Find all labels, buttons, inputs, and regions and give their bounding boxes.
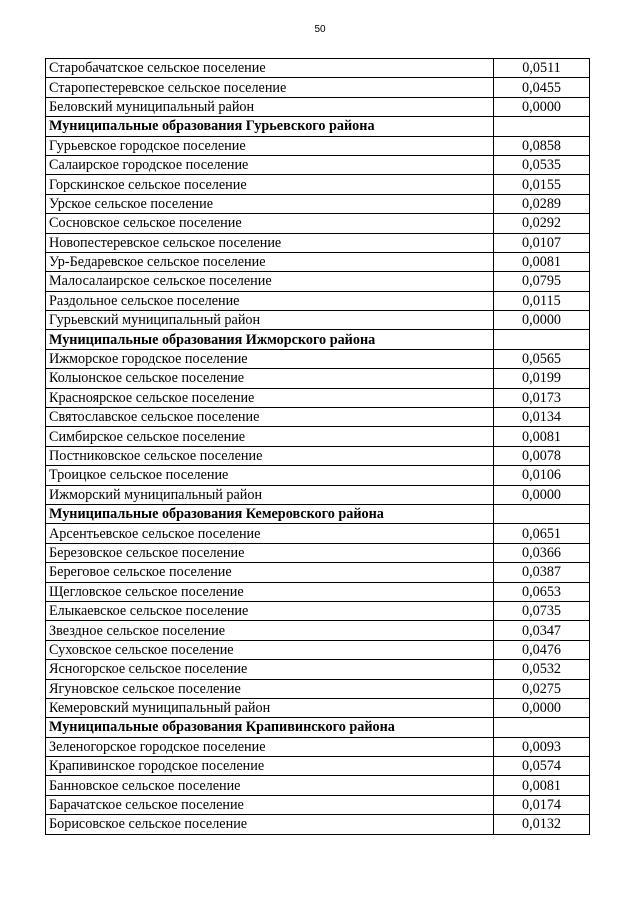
table-row — [46, 388, 590, 407]
municipality-name: Ижморский муниципальный район — [46, 485, 494, 504]
coefficient-value: 0,0174 — [494, 795, 590, 814]
municipality-name: Троицкое сельское поселение — [46, 466, 494, 485]
coefficient-value: 0,0535 — [494, 155, 590, 174]
municipality-name: Урское сельское поселение — [46, 194, 494, 213]
municipality-name: Гурьевский муниципальный район — [46, 311, 494, 330]
table-row — [46, 815, 590, 834]
section-heading: Муниципальные образования Крапивинского района — [46, 718, 494, 737]
municipality-name: Береговое сельское поселение — [46, 563, 494, 582]
municipality-name: Сосновское сельское поселение — [46, 214, 494, 233]
coefficient-value: 0,0106 — [494, 466, 590, 485]
table-row — [46, 543, 590, 562]
coefficient-value: 0,0735 — [494, 601, 590, 620]
coefficient-value: 0,0366 — [494, 543, 590, 562]
table-row — [46, 795, 590, 814]
empty-value-cell — [494, 117, 590, 136]
table-row — [46, 660, 590, 679]
table-row — [46, 272, 590, 291]
coefficient-value: 0,0275 — [494, 679, 590, 698]
table-row — [46, 737, 590, 756]
municipality-name: Раздольное сельское поселение — [46, 291, 494, 310]
coefficient-value: 0,0476 — [494, 640, 590, 659]
table-row — [46, 175, 590, 194]
table-row — [46, 776, 590, 795]
coefficient-value: 0,0199 — [494, 369, 590, 388]
table-row — [46, 194, 590, 213]
coefficient-value: 0,0155 — [494, 175, 590, 194]
empty-value-cell — [494, 718, 590, 737]
coefficient-value: 0,0081 — [494, 776, 590, 795]
table-row — [46, 369, 590, 388]
coefficient-value: 0,0653 — [494, 582, 590, 601]
coefficient-value: 0,0574 — [494, 757, 590, 776]
table-row — [46, 563, 590, 582]
coefficient-value: 0,0078 — [494, 446, 590, 465]
table-row — [46, 349, 590, 368]
table-row — [46, 640, 590, 659]
table-row — [46, 155, 590, 174]
municipality-name: Ур-Бедаревское сельское поселение — [46, 252, 494, 271]
coefficient-value: 0,0532 — [494, 660, 590, 679]
coefficient-value: 0,0107 — [494, 233, 590, 252]
table-row — [46, 427, 590, 446]
table-row — [46, 757, 590, 776]
table-row — [46, 136, 590, 155]
coefficient-value: 0,0651 — [494, 524, 590, 543]
table-row — [46, 59, 590, 78]
table-row — [46, 679, 590, 698]
table-row — [46, 408, 590, 427]
coefficient-value: 0,0134 — [494, 408, 590, 427]
municipality-name: Ягуновское сельское поселение — [46, 679, 494, 698]
municipality-name: Суховское сельское поселение — [46, 640, 494, 659]
municipality-name: Малосалаирское сельское поселение — [46, 272, 494, 291]
table-row — [46, 524, 590, 543]
table-row — [46, 466, 590, 485]
table-row — [46, 582, 590, 601]
table-row — [46, 698, 590, 717]
municipality-name: Березовское сельское поселение — [46, 543, 494, 562]
municipality-name: Гурьевское городское поселение — [46, 136, 494, 155]
section-heading: Муниципальные образования Ижморского района — [46, 330, 494, 349]
coefficient-value: 0,0000 — [494, 485, 590, 504]
coefficient-value: 0,0347 — [494, 621, 590, 640]
table-row — [46, 291, 590, 310]
coefficient-value: 0,0511 — [494, 59, 590, 78]
municipality-name: Звездное сельское поселение — [46, 621, 494, 640]
municipality-name: Барачатское сельское поселение — [46, 795, 494, 814]
municipality-name: Беловский муниципальный район — [46, 97, 494, 116]
data-table — [45, 58, 590, 835]
municipality-name: Горскинское сельское поселение — [46, 175, 494, 194]
section-heading-row — [46, 504, 590, 523]
municipality-name: Постниковское сельское поселение — [46, 446, 494, 465]
section-heading-row — [46, 718, 590, 737]
coefficient-value: 0,0081 — [494, 252, 590, 271]
coefficient-value: 0,0132 — [494, 815, 590, 834]
municipality-name: Колыонское сельское поселение — [46, 369, 494, 388]
table-row — [46, 446, 590, 465]
municipality-name: Симбирское сельское поселение — [46, 427, 494, 446]
municipality-name: Борисовское сельское поселение — [46, 815, 494, 834]
municipality-name: Ижморское городское поселение — [46, 349, 494, 368]
page-number: 50 — [314, 24, 326, 35]
coefficient-value: 0,0292 — [494, 214, 590, 233]
coefficient-value: 0,0858 — [494, 136, 590, 155]
section-heading-row — [46, 330, 590, 349]
coefficient-value: 0,0081 — [494, 427, 590, 446]
municipality-name: Щегловское сельское поселение — [46, 582, 494, 601]
section-heading: Муниципальные образования Гурьевского района — [46, 117, 494, 136]
table-row — [46, 485, 590, 504]
table-row — [46, 97, 590, 116]
table-row — [46, 252, 590, 271]
coefficient-value: 0,0173 — [494, 388, 590, 407]
municipality-name: Зеленогорское городское поселение — [46, 737, 494, 756]
municipality-name: Крапивинское городское поселение — [46, 757, 494, 776]
municipality-name: Банновское сельское поселение — [46, 776, 494, 795]
municipality-name: Святославское сельское поселение — [46, 408, 494, 427]
municipality-name: Кемеровский муниципальный район — [46, 698, 494, 717]
coefficient-value: 0,0565 — [494, 349, 590, 368]
coefficient-value: 0,0387 — [494, 563, 590, 582]
municipality-name: Ясногорское сельское поселение — [46, 660, 494, 679]
table-row — [46, 601, 590, 620]
table-row — [46, 621, 590, 640]
empty-value-cell — [494, 330, 590, 349]
coefficient-value: 0,0795 — [494, 272, 590, 291]
coefficient-value: 0,0289 — [494, 194, 590, 213]
coefficient-value: 0,0455 — [494, 78, 590, 97]
section-heading: Муниципальные образования Кемеровского района — [46, 504, 494, 523]
section-heading-row — [46, 117, 590, 136]
coefficient-value: 0,0115 — [494, 291, 590, 310]
table-row — [46, 78, 590, 97]
municipality-name: Старопестеревское сельское поселение — [46, 78, 494, 97]
municipality-name: Красноярское сельское поселение — [46, 388, 494, 407]
table-row — [46, 311, 590, 330]
municipality-name: Салаирское городское поселение — [46, 155, 494, 174]
empty-value-cell — [494, 504, 590, 523]
municipality-name: Елыкаевское сельское поселение — [46, 601, 494, 620]
table-row — [46, 214, 590, 233]
coefficient-value: 0,0000 — [494, 97, 590, 116]
coefficient-value: 0,0000 — [494, 311, 590, 330]
municipality-name: Старобачатское сельское поселение — [46, 59, 494, 78]
municipality-name: Арсентьевское сельское поселение — [46, 524, 494, 543]
municipality-name: Новопестеревское сельское поселение — [46, 233, 494, 252]
coefficient-value: 0,0093 — [494, 737, 590, 756]
coefficient-value: 0,0000 — [494, 698, 590, 717]
table-body — [46, 59, 590, 835]
table-row — [46, 233, 590, 252]
